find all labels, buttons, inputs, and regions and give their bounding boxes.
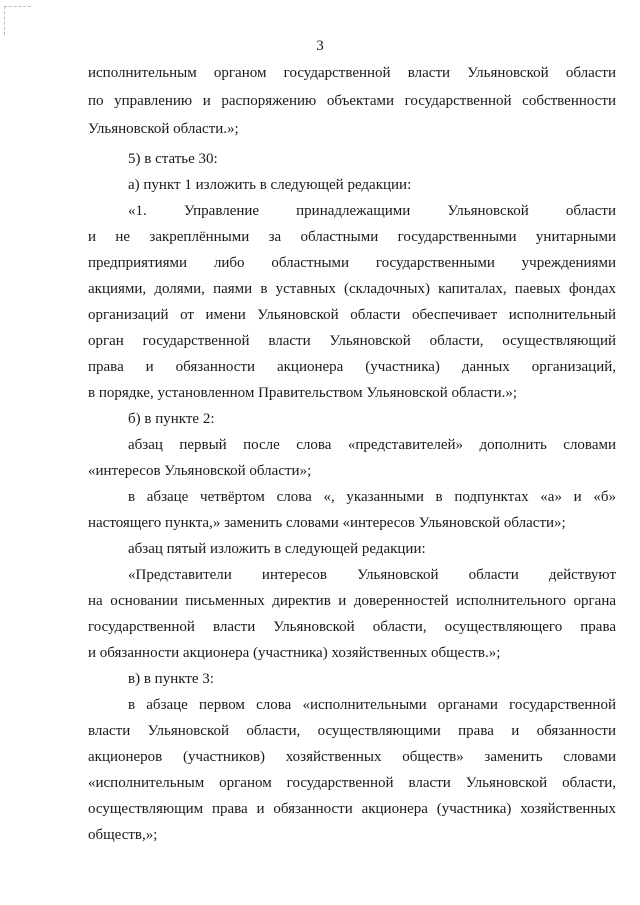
text-line: Ульяновской области.»; xyxy=(88,121,239,137)
text-line: власти Ульяновской области, осуществляющими права и обязанности xyxy=(88,723,616,739)
page-number: 3 xyxy=(316,38,324,54)
text-line: осуществляющим права и обязанности акционера (участника) хозяйственных xyxy=(88,801,616,817)
text-line: акционеров (участников) хозяйственных обществ» заменить словами xyxy=(88,749,616,765)
text-line: в абзаце четвёртом слова «, указанными в подпунктах «а» и «б» xyxy=(128,489,616,505)
text-line: настоящего пункта,» заменить словами «интересов Ульяновской области»; xyxy=(88,515,566,531)
text-line: в абзаце первом слова «исполнительными органами государственной xyxy=(128,697,616,713)
text-line: «исполнительным органом государственной власти Ульяновской области, xyxy=(88,775,616,791)
text-line: организаций от имени Ульяновской области обеспечивает исполнительный xyxy=(88,307,616,323)
text-line: абзац первый после слова «представителей» дополнить словами xyxy=(128,437,616,453)
text-line: в порядке, установленном Правительством Ульяновской области.»; xyxy=(88,385,518,401)
text-line: права и обязанности акционера (участника) данных организаций, xyxy=(88,359,616,375)
text-line: обществ,»; xyxy=(88,827,158,843)
text-line: и не закреплёнными за областными государственными унитарными xyxy=(88,229,616,245)
text-line: «1. Управление принадлежащими Ульяновской области xyxy=(128,203,616,219)
text-line: акциями, долями, паями в уставных (складочных) капиталах, паевых фондах xyxy=(88,281,616,297)
text-line: предприятиями либо областными государственными учреждениями xyxy=(88,255,616,271)
text-line: в) в пункте 3: xyxy=(128,671,214,687)
text-line: на основании письменных директив и доверенностей исполнительного органа xyxy=(88,593,616,609)
text-line: исполнительным органом государственной власти Ульяновской области xyxy=(88,65,616,81)
text-line: «Представители интересов Ульяновской области действуют xyxy=(128,567,616,583)
scan-corner-mark xyxy=(4,6,31,35)
text-line: по управлению и распоряжению объектами государственной собственности xyxy=(88,93,616,109)
text-line: орган государственной власти Ульяновской области, осуществляющий xyxy=(88,333,616,349)
text-line: а) пункт 1 изложить в следующей редакции: xyxy=(128,177,412,193)
text-line: и обязанности акционера (участника) хозяйственных обществ.»; xyxy=(88,645,501,661)
text-line: «интересов Ульяновской области»; xyxy=(88,463,312,479)
text-line: 5) в статье 30: xyxy=(128,151,218,167)
text-line: абзац пятый изложить в следующей редакции: xyxy=(128,541,426,557)
text-line: б) в пункте 2: xyxy=(128,411,215,427)
text-line: государственной власти Ульяновской области, осуществляющего права xyxy=(88,619,616,635)
